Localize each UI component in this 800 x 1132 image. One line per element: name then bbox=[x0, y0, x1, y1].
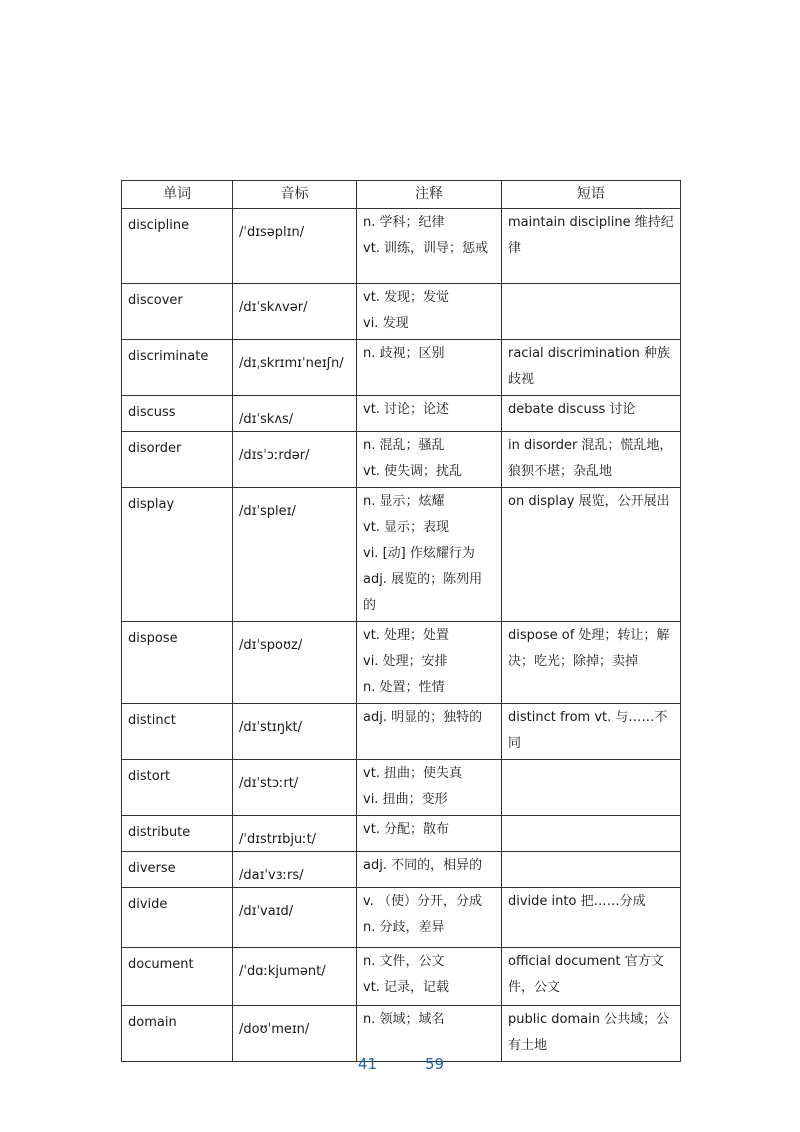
phonetic-cell: /ˈdɪsəplɪn/ bbox=[233, 209, 357, 284]
notes-cell bbox=[357, 396, 502, 432]
note-line: vt. 发现；发觉 bbox=[363, 290, 450, 305]
note-line: vt. 讨论；论述 bbox=[363, 402, 450, 417]
note-line: n. 显示；炫耀 bbox=[363, 494, 445, 509]
header-notes: 注释 bbox=[357, 181, 502, 209]
notes-cell bbox=[357, 488, 502, 622]
current-page-number: 41 bbox=[358, 1055, 378, 1073]
note-line: adj. 展览的；陈列用的 bbox=[363, 572, 483, 613]
note-line: n. 混乱；骚乱 bbox=[363, 438, 445, 453]
word-cell: diverse bbox=[122, 852, 233, 888]
table-row bbox=[122, 622, 681, 704]
notes-cell bbox=[357, 1006, 502, 1062]
phonetic-cell: /dɪˈvaɪd/ bbox=[233, 888, 357, 948]
word-cell: domain bbox=[122, 1006, 233, 1062]
phonetic-cell: /dɪˈskʌvər/ bbox=[233, 284, 357, 340]
header-phonetic: 音标 bbox=[233, 181, 357, 209]
table-row bbox=[122, 704, 681, 760]
notes-cell bbox=[357, 209, 502, 284]
notes-cell bbox=[357, 284, 502, 340]
note-line: vt. 使失调；扰乱 bbox=[363, 464, 463, 479]
phrase-cell: dispose of 处理；转让；解决；吃光；除掉；卖掉 bbox=[502, 622, 681, 704]
phrase-cell bbox=[502, 852, 681, 888]
table-row bbox=[122, 432, 681, 488]
note-line: vt. 记录，记载 bbox=[363, 980, 450, 995]
phrase-cell bbox=[502, 760, 681, 816]
word-cell: distinct bbox=[122, 704, 233, 760]
word-cell: divide bbox=[122, 888, 233, 948]
note-line: n. 学科；纪律 bbox=[363, 215, 445, 230]
word-cell: discuss bbox=[122, 396, 233, 432]
phrase-cell: distinct from vt. 与……不同 bbox=[502, 704, 681, 760]
phrase-cell: public domain 公共域；公有土地 bbox=[502, 1006, 681, 1062]
notes-cell bbox=[357, 948, 502, 1006]
table-row bbox=[122, 760, 681, 816]
total-page-number: 59 bbox=[425, 1055, 445, 1073]
note-line: vi. 扭曲；变形 bbox=[363, 792, 448, 807]
table-row bbox=[122, 888, 681, 948]
note-line: adj. 明显的；独特的 bbox=[363, 710, 483, 725]
word-cell: discriminate bbox=[122, 340, 233, 396]
note-line: n. 处置；性情 bbox=[363, 680, 445, 695]
table-body bbox=[122, 209, 681, 1062]
word-cell: distort bbox=[122, 760, 233, 816]
phrase-cell: on display 展览，公开展出 bbox=[502, 488, 681, 622]
phrase-cell: official document 官方文件，公文 bbox=[502, 948, 681, 1006]
notes-cell bbox=[357, 432, 502, 488]
note-line: n. 领域；域名 bbox=[363, 1012, 445, 1027]
phonetic-cell: /dɪˈstɪŋkt/ bbox=[233, 704, 357, 760]
phrase-cell: divide into 把……分成 bbox=[502, 888, 681, 948]
phonetic-cell: /dɪˈspleɪ/ bbox=[233, 488, 357, 622]
vocabulary-table bbox=[121, 180, 681, 1062]
header-word: 单词 bbox=[122, 181, 233, 209]
phonetic-cell: /ˈdɑːkjumənt/ bbox=[233, 948, 357, 1006]
phonetic-cell: /dɪsˈɔːrdər/ bbox=[233, 432, 357, 488]
notes-cell bbox=[357, 622, 502, 704]
word-cell: discover bbox=[122, 284, 233, 340]
phonetic-cell: /doʊˈmeɪn/ bbox=[233, 1006, 357, 1062]
phonetic-cell: /ˈdɪstrɪbjuːt/ bbox=[233, 816, 357, 852]
word-cell: distribute bbox=[122, 816, 233, 852]
table-row bbox=[122, 852, 681, 888]
notes-cell bbox=[357, 888, 502, 948]
note-line: vt. 分配；散布 bbox=[363, 822, 450, 837]
table-row bbox=[122, 396, 681, 432]
header-row bbox=[122, 181, 681, 209]
note-line: adj. 不同的，相异的 bbox=[363, 858, 483, 873]
phrase-cell: debate discuss 讨论 bbox=[502, 396, 681, 432]
note-line: n. 歧视；区别 bbox=[363, 346, 445, 361]
word-cell: dispose bbox=[122, 622, 233, 704]
word-cell: display bbox=[122, 488, 233, 622]
phrase-cell: in disorder 混乱；慌乱地，狼狈不堪；杂乱地 bbox=[502, 432, 681, 488]
page-numbers bbox=[0, 1055, 800, 1077]
notes-cell bbox=[357, 760, 502, 816]
table-row bbox=[122, 816, 681, 852]
table-row bbox=[122, 209, 681, 284]
note-line: n. 分歧，差异 bbox=[363, 920, 445, 935]
phrase-cell bbox=[502, 284, 681, 340]
table-header bbox=[122, 181, 681, 209]
phonetic-cell: /daɪˈvɜːrs/ bbox=[233, 852, 357, 888]
notes-cell bbox=[357, 340, 502, 396]
table-row bbox=[122, 948, 681, 1006]
phrase-cell: racial discrimination 种族歧视 bbox=[502, 340, 681, 396]
word-cell: disorder bbox=[122, 432, 233, 488]
notes-cell bbox=[357, 704, 502, 760]
note-line: n. 文件，公文 bbox=[363, 954, 445, 969]
table-row bbox=[122, 488, 681, 622]
header-phrase: 短语 bbox=[502, 181, 681, 209]
notes-cell bbox=[357, 816, 502, 852]
note-line: vi. 处理；安排 bbox=[363, 654, 448, 669]
note-line: vt. 扭曲；使失真 bbox=[363, 766, 463, 781]
word-cell: discipline bbox=[122, 209, 233, 284]
phrase-cell: maintain discipline 维持纪律 bbox=[502, 209, 681, 284]
phonetic-cell: /dɪˈstɔːrt/ bbox=[233, 760, 357, 816]
phrase-cell bbox=[502, 816, 681, 852]
table-row bbox=[122, 1006, 681, 1062]
note-line: v. （使）分开，分成 bbox=[363, 894, 482, 909]
note-line: vt. 处理；处置 bbox=[363, 628, 450, 643]
note-line: vi. 发现 bbox=[363, 316, 409, 331]
word-cell: document bbox=[122, 948, 233, 1006]
table-row bbox=[122, 284, 681, 340]
note-line: vt. 训练，训导；惩戒 bbox=[363, 241, 489, 256]
notes-cell bbox=[357, 852, 502, 888]
phonetic-cell: /dɪˈskʌs/ bbox=[233, 396, 357, 432]
note-line: vi. [动] 作炫耀行为 bbox=[363, 546, 475, 561]
phonetic-cell: /dɪˈspoʊz/ bbox=[233, 622, 357, 704]
phonetic-cell: /dɪˌskrɪmɪˈneɪʃn/ bbox=[233, 340, 357, 396]
table-row bbox=[122, 340, 681, 396]
note-line: vt. 显示；表现 bbox=[363, 520, 450, 535]
